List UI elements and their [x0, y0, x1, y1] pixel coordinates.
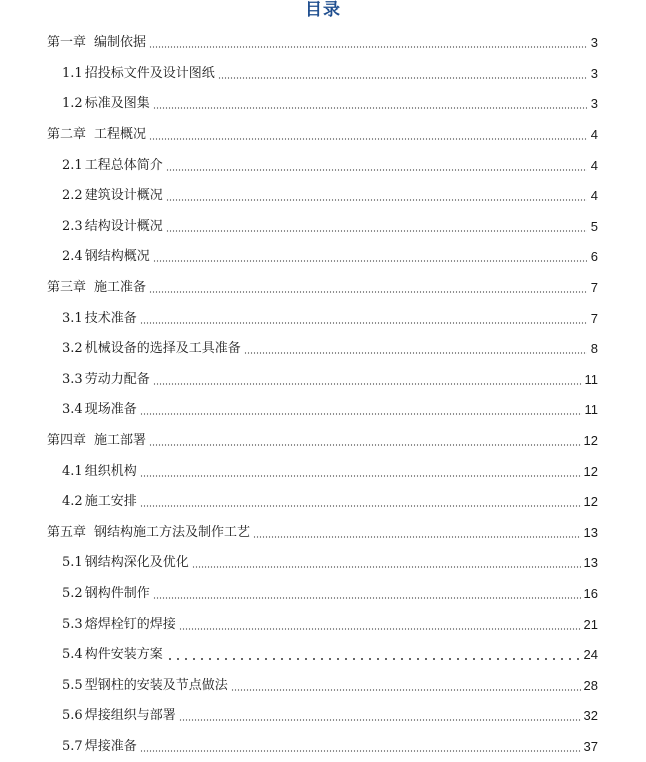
- toc-entry-label: 熔焊栓钉的焊接: [84, 616, 176, 632]
- toc-entry-section-5-3[interactable]: [0, 609, 646, 640]
- dot-leader: [153, 107, 587, 109]
- toc-entry-page: 32: [583, 708, 598, 724]
- toc-entry-number: 5.2: [62, 585, 83, 601]
- toc-entry-section-5-6[interactable]: [0, 701, 646, 732]
- toc-entry-chapter-3[interactable]: [0, 273, 646, 304]
- toc-entry-section-4-1[interactable]: [0, 456, 646, 487]
- toc-entry-label: 施工准备: [94, 280, 147, 296]
- toc-entry-label: 焊接组织与部署: [84, 708, 176, 724]
- toc-entry-label: 钢结构施工方法及制作工艺: [94, 524, 251, 540]
- toc-entry-page: 11: [584, 371, 598, 387]
- toc-entry-chapter-2[interactable]: [0, 120, 646, 151]
- toc-entry-label: 现场准备: [84, 402, 137, 418]
- toc-entry-section-5-4[interactable]: [0, 640, 646, 671]
- toc-entry-label: 结构设计概况: [84, 218, 163, 234]
- toc-entry-chapter-1[interactable]: [0, 28, 646, 59]
- toc-entry-number: 第二章: [47, 127, 87, 143]
- dot-leader: [244, 352, 587, 354]
- toc-entry-page: 7: [590, 310, 598, 326]
- dot-leader: [140, 475, 581, 477]
- dot-leader: [153, 260, 587, 262]
- toc-entry-section-5-5[interactable]: [0, 670, 646, 701]
- toc-entry-label: 钢构件制作: [84, 585, 150, 601]
- dot-leader: [166, 230, 587, 232]
- dot-leader: [149, 138, 587, 140]
- toc-entry-label: 技术准备: [84, 310, 137, 326]
- toc-entry-number: 3.1: [62, 310, 83, 326]
- toc-entry-label: 标准及图集: [84, 96, 150, 112]
- toc-entry-label: 招投标文件及设计图纸: [84, 65, 215, 81]
- toc-entry-section-2-4[interactable]: [0, 242, 646, 273]
- toc-entry-page: 12: [583, 463, 598, 479]
- dot-leader: [166, 169, 587, 171]
- toc-entry-page: 5: [590, 218, 598, 234]
- dot-leader: [140, 322, 587, 324]
- toc-entry-label: 施工部署: [94, 433, 147, 449]
- toc-entry-page: 3: [590, 65, 598, 81]
- toc-entry-label: 建筑设计概况: [84, 188, 163, 204]
- dot-leader: [149, 46, 587, 48]
- toc-entry-number: 4.1: [62, 463, 83, 479]
- toc-entry-section-5-7[interactable]: [0, 732, 646, 762]
- toc-entry-label: 型钢柱的安装及节点做法: [84, 677, 228, 693]
- dot-leader: [149, 444, 581, 446]
- toc-entry-number: 5.4: [62, 647, 83, 663]
- dot-leader: [179, 628, 581, 630]
- toc-entry-number: 2.1: [62, 157, 83, 173]
- toc-entry-label: 组织机构: [84, 463, 137, 479]
- toc-entry-number: 5.7: [62, 738, 83, 754]
- toc-entry-number: 5.6: [62, 708, 83, 724]
- toc-entry-section-2-1[interactable]: [0, 150, 646, 181]
- toc-entry-section-1-2[interactable]: [0, 89, 646, 120]
- toc-entry-number: 第四章: [47, 433, 87, 449]
- dot-leader: [253, 536, 581, 538]
- toc-entry-number: 2.4: [62, 249, 83, 265]
- dot-leader: [140, 505, 581, 507]
- toc-entry-page: 4: [590, 188, 598, 204]
- toc-entry-page: 21: [583, 616, 598, 632]
- toc-entry-number: 1.2: [62, 96, 83, 112]
- toc-entry-section-3-3[interactable]: [0, 365, 646, 396]
- dot-leader: [179, 719, 581, 721]
- toc-entry-label: 劳动力配备: [84, 371, 150, 387]
- toc-entry-page: 3: [590, 96, 598, 112]
- toc-entry-page: 7: [590, 280, 598, 296]
- toc-entry-label: 机械设备的选择及工具准备: [84, 341, 241, 357]
- toc-entry-page: 11: [584, 402, 598, 418]
- toc-entry-section-3-1[interactable]: [0, 303, 646, 334]
- toc-entry-page: 24: [583, 647, 598, 663]
- dot-leader: [166, 199, 587, 201]
- toc-entry-label: 构件安装方案: [84, 647, 163, 663]
- toc-entry-section-2-3[interactable]: [0, 212, 646, 243]
- toc-entry-number: 3.4: [62, 402, 83, 418]
- toc-entry-number: 3.2: [62, 341, 83, 357]
- dot-leader: [218, 77, 587, 79]
- toc-entry-page: 8: [590, 341, 598, 357]
- toc-list: [0, 28, 646, 762]
- toc-entry-label: 钢结构深化及优化: [84, 555, 189, 571]
- toc-entry-label: 编制依据: [94, 35, 147, 51]
- toc-entry-chapter-5[interactable]: [0, 518, 646, 549]
- toc-entry-number: 2.2: [62, 188, 83, 204]
- toc-entry-number: 5.5: [62, 677, 83, 693]
- toc-entry-page: 3: [590, 35, 598, 51]
- dot-leader: [231, 689, 581, 691]
- toc-entry-number: 2.3: [62, 218, 83, 234]
- toc-entry-page: 6: [590, 249, 598, 265]
- toc-entry-page: 13: [583, 555, 598, 571]
- toc-entry-section-4-2[interactable]: [0, 487, 646, 518]
- toc-entry-label: 工程概况: [94, 127, 147, 143]
- toc-entry-chapter-4[interactable]: [0, 426, 646, 457]
- toc-entry-number: 4.2: [62, 494, 83, 510]
- dot-leader: [140, 413, 582, 415]
- toc-entry-section-5-2[interactable]: [0, 579, 646, 610]
- dot-leader: [153, 383, 582, 385]
- toc-entry-number: 5.1: [62, 555, 83, 571]
- toc-entry-page: 16: [583, 585, 598, 601]
- toc-entry-page: 4: [590, 157, 598, 173]
- toc-entry-page: 37: [583, 738, 598, 754]
- toc-entry-page: 4: [590, 127, 598, 143]
- toc-entry-section-1-1[interactable]: [0, 59, 646, 90]
- toc-entry-number: 第五章: [47, 524, 87, 540]
- dot-leader: [140, 750, 581, 752]
- toc-entry-page: 12: [583, 433, 598, 449]
- toc-entry-section-3-4[interactable]: [0, 395, 646, 426]
- toc-entry-label: 钢结构概况: [84, 249, 150, 265]
- toc-entry-number: 3.3: [62, 371, 83, 387]
- toc-entry-number: 1.1: [62, 65, 83, 81]
- toc-entry-number: 第三章: [47, 280, 87, 296]
- dot-leader: [166, 658, 581, 660]
- toc-entry-section-5-1[interactable]: [0, 548, 646, 579]
- toc-entry-number: 5.3: [62, 616, 83, 632]
- toc-title: 目录: [305, 0, 341, 20]
- toc-entry-section-2-2[interactable]: [0, 181, 646, 212]
- toc-entry-number: 第一章: [47, 35, 87, 51]
- toc-entry-label: 工程总体简介: [84, 157, 163, 173]
- toc-entry-page: 28: [583, 677, 598, 693]
- toc-entry-label: 施工安排: [84, 494, 137, 510]
- dot-leader: [149, 291, 587, 293]
- toc-entry-page: 12: [583, 494, 598, 510]
- dot-leader: [153, 597, 581, 599]
- toc-entry-label: 焊接准备: [84, 738, 137, 754]
- dot-leader: [192, 566, 581, 568]
- toc-entry-section-3-2[interactable]: [0, 334, 646, 365]
- toc-entry-page: 13: [583, 524, 598, 540]
